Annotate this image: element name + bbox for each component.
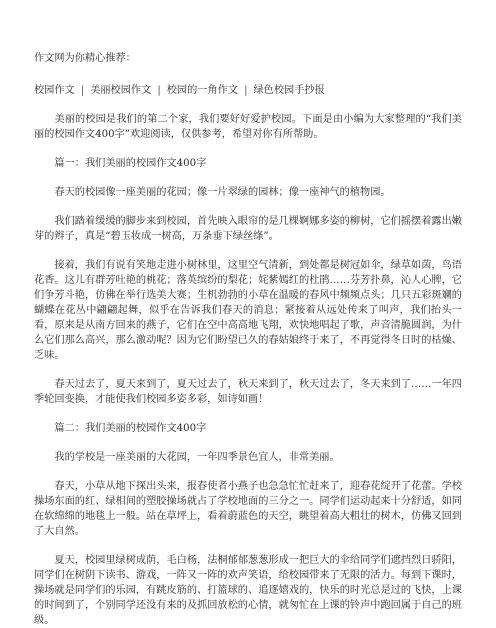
article1-paragraph: 接着，我们有说有笑地走进小树林里，这里空气清新，到处都是树冠如伞，绿草如茵，鸟语花香。这儿有群芳吐艳的桃花；落英缤纷的梨花；姹紫嫣红的杜鹃……芬芳扑鼻，沁人心脾，它们争芳斗艳，仿佛在举行选美大赛；生机勃勃的小草在温暖的春风中频频点头；几只五彩斑斓的蝴蝶在花丛中翩翩起舞，似乎在告诉我们春天的消息；紧接着从远处传来了叫声，我们抬头一看，原来是从南方回来的燕子，它们在空中高高地飞翔，欢快地唱起了歌，声音清脆圆润，为什么它们那么高兴，那么激动呢？因为它们盼望已久的春姑娘终于来了，不再觉得冬日时的枯燥、乏味。 [34,260,462,361]
link-campus-essay[interactable]: 校园作文 [34,85,75,96]
article2-paragraph: 我的学校是一座美丽的大花园，一年四季景色宜人，非常美丽。 [54,452,340,463]
article2-heading: 篇二：我们美丽的校园作文400字 [54,423,207,434]
link-separator: | [80,85,85,96]
intro-text: 作文网为你精心推荐： [34,53,136,64]
article1-paragraph: 春天过去了，夏天来到了，夏天过去了，秋天来到了，秋天过去了，冬天来到了……一年四季轮回变换，才能使我们校园多姿多彩，如诗如画！ [34,379,462,405]
link-separator: | [157,85,161,96]
article2-paragraph: 夏天，校园里绿树成荫，毛白杨，法桐郁郁葱葱形成一把巨大的伞给同学们遮挡烈日骄阳，同学们在树阴下读书、游戏，一阵又一阵的欢声笑语，给校园带来了无限的活力。每到下课时，操场就是同学们的乐园，有跳皮筋的、打篮球的、追逐嬉戏的，快乐的时光总是过的飞快，上课的时间到了，个别同学还没有来的及抓回放松的心情，就匆忙在上课的铃声中跑回属于自己的班级。 [34,555,462,626]
link-campus-corner-essay[interactable]: 校园的一角作文 [166,85,239,96]
link-green-campus-poster[interactable]: 绿色校园手抄报 [253,85,325,96]
lead-paragraph: 美丽的校园是我们的第二个家，我们要好好爱护校园。下面是由小编为大家整理的“我们美丽的校园作文400字”欢迎阅读，仅供参考，希望对你有所帮助。 [34,114,462,140]
link-beautiful-campus-essay[interactable]: 美丽校园作文 [90,85,152,96]
link-separator: | [244,85,248,96]
article1-paragraph: 我们踏着缓缓的脚步来到校园，首先映入眼帘的是几棵婀娜多姿的柳树，它们摇摆着露出嫩芽的辫子，真是“碧玉妆成一树高，万条垂下绿丝绦”。 [34,216,462,242]
article1-heading: 篇一：我们美丽的校园作文400字 [54,158,207,169]
related-links [34,83,462,98]
article1-paragraph: 春天的校园像一座美丽的花园；像一片翠绿的园林；像一座神气的植物园。 [54,187,391,198]
article2-paragraph: 春天，小草从地下探出头来，报春使者小燕子也急急忙忙赶来了，迎春花绽开了花蕾。学校操场东面的红、绿相间的塑胶操场就占了学校地面的三分之一。同学们运动起来十分舒适，如同在软绵绵的地毯上一般。站在草坪上，看着蔚蓝色的天空，眺望着高大粗壮的树木，仿佛又回到了大自然。 [34,481,462,537]
